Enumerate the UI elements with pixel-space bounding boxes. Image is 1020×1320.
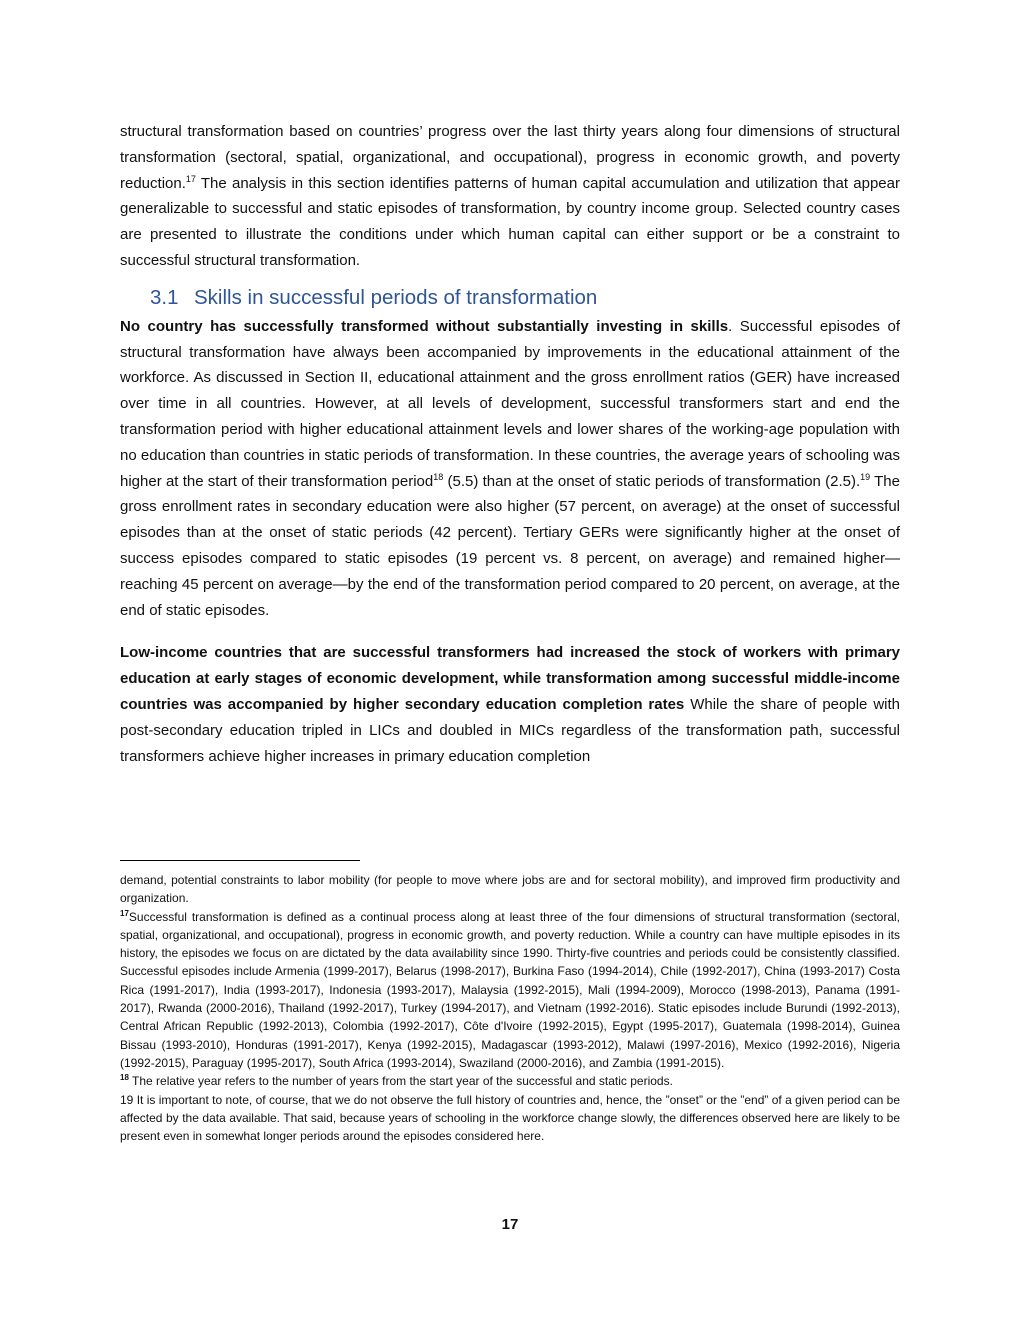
footnote-ref-18[interactable]: 18 — [433, 471, 444, 482]
footnote-ref-17[interactable]: 17 — [185, 173, 196, 184]
footnotes — [120, 871, 900, 1145]
intro-text-b: The analysis in this section identifies patterns of human capital accumulation and utilization that appear generalizable to successful and static episodes of transformation, by country income group. Selected country cases are presented to illustrate the conditions under which human capital can either support or be a constraint to successful structural transformation. — [120, 174, 900, 269]
footnote-separator — [120, 860, 360, 861]
paragraph-lead: Low-income countries that are successful transformers had increased the stock of workers with primary education at early stages of economic development, while transformation among successful middle-income countries was accompanied by higher secondary education completion rates — [120, 644, 900, 713]
paragraph-skills-investment — [120, 314, 900, 624]
footnote-ref-19[interactable]: 19 — [860, 471, 871, 482]
main-text — [120, 119, 900, 769]
page-number: 17 — [501, 1216, 519, 1233]
section-title: Skills in successful periods of transformation — [194, 285, 598, 309]
footnote-18 — [120, 1072, 900, 1090]
paragraph-text: (5.5) than at the onset of static periods of transformation (2.5). — [443, 472, 861, 490]
section-number: 3.1 — [150, 285, 179, 309]
paragraph-text: The gross enrollment rates in secondary education were also higher (57 percent, on average) at the onset of successful episodes than at the onset of static periods (42 percent). Tertiary GERs were significantly higher at the onset of success episodes compared to static episodes (19 percent vs. 8 percent, on average) and remained higher—reaching 45 percent on average—by the end of the transformation period compared to 20 percent, on average, at the end of static episodes. — [120, 472, 900, 619]
footnote-text-18: The relative year refers to the number of years from the start year of the successful and static periods. — [128, 1074, 673, 1089]
footnote-19: 19 It is important to note, of course, that we do not observe the full history of countries and, hence, the ”onset” or the ”end” of a given period can be affected by the data available. That said, because years of schooling in the workforce change slowly, the differences observed here are likely to be present even in somewhat longer periods around the episodes considered here. — [120, 1092, 900, 1144]
footnote-text-17: Successful transformation is defined as a continual process along at least three of the four dimensions of structural transformation (sectoral, spatial, organizational, and occupational), progress in economic growth, and poverty reduction. While a country can have multiple episodes in its history, the episodes we focus on are dictated by the data availability since 1990. Thirty-five countries and periods could be consistently classified. Successful episodes include Armenia (1999-2017), Belarus (1998-2017), Burkina Faso (1994-2014), Chile (1992-2017), China (1993-2017) Costa Rica (1991-2017), India (1993-2017), Indonesia (1993-2017), Malaysia (1992-2015), Mali (1994-2009), Morocco (1998-2013), Panama (1991-2017), Rwanda (2000-2016), Thailand (1992-2017), Turkey (1994-2017), and Vietnam (1992-2016). Static episodes include Burundi (1992-2013), Central African Republic (1992-2013), Colombia (1992-2017), Côte d'Ivoire (1992-2015), Egypt (1995-2017), Guatemala (1998-2014), Guinea Bissau (1993-2010), Honduras (1991-2017), Kenya (1992-2015), Madagascar (1993-2012), Malawi (1997-2016), Mexico (1992-2016), Nigeria (1992-2015), Paraguay (1995-2017), South Africa (1993-2014), Swaziland (2000-2016), and Zambia (1991-2015). — [120, 909, 900, 1070]
paragraph-income-groups — [120, 640, 900, 769]
intro-text-a: structural transformation based on countries’ progress over the last thirty years along four dimensions of structural transformation (sectoral, spatial, organizational, and occupational), progress in economic growth, and poverty reduction. — [120, 123, 900, 192]
footnote-mark-18: 18 — [120, 1073, 129, 1083]
paragraph-lead: No country has successfully transformed without substantially investing in skills — [120, 317, 729, 335]
paragraph-text: While the share of people with post-secondary education tripled in LICs and doubled in MICs regardless of the transformation path, successful transformers achieve higher increases in primary education completion — [120, 695, 900, 765]
footnote-mark-17: 17 — [120, 908, 129, 918]
footnote-17 — [120, 908, 900, 1073]
intro-paragraph — [120, 119, 900, 274]
paragraph-text: . Successful episodes of structural transformation have always been accompanied by improvements in the educational attainment of the workforce. As discussed in Section II, educational attainment and the gross enrollment ratios (GER) have increased over time in all countries. However, at all levels of development, successful transformers start and end the transformation period with higher educational attainment levels and lower shares of the working-age population with no education than countries in static periods of transformation. In these countries, the average years of schooling was higher at the start of their transformation period — [120, 317, 900, 490]
section-heading — [150, 282, 900, 314]
footnote-continued: demand, potential constraints to labor mobility (for people to move where jobs are and for sectoral mobility), and improved firm productivity and organization. — [120, 873, 900, 906]
